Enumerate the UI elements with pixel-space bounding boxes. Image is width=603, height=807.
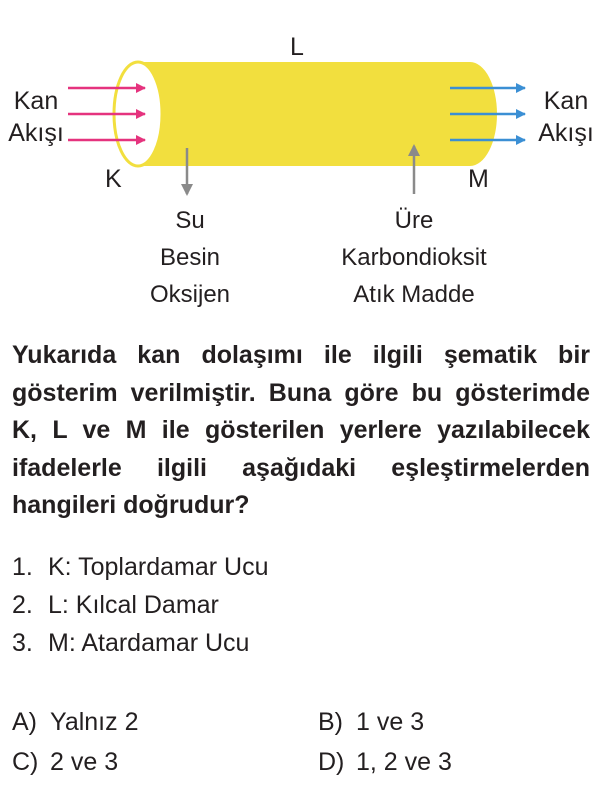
statement-number: 3.: [12, 629, 33, 657]
incoming-substances: [334, 202, 494, 313]
choice-letter: C): [12, 748, 39, 776]
choice-text: 1 ve 3: [356, 708, 425, 736]
choice-letter: B): [318, 708, 343, 736]
choice-d[interactable]: [318, 750, 452, 775]
choice-letter: D): [318, 748, 345, 776]
incoming-item: Üre: [394, 207, 434, 234]
outgoing-item: Su: [175, 207, 205, 234]
statement-item: [12, 624, 268, 662]
blood-flow-out-label: [533, 85, 599, 149]
blood-flow-out-line-2: Akışı: [538, 119, 594, 147]
blood-flow-in-line-2: Akışı: [8, 119, 64, 147]
outgoing-item: Besin: [159, 244, 221, 271]
blood-flow-in-label: [6, 85, 66, 149]
incoming-item: Karbondioksit: [341, 244, 487, 271]
choice-text: 2 ve 3: [50, 748, 119, 776]
statement-item: [12, 548, 268, 586]
outgoing-item: Oksijen: [149, 281, 231, 308]
question-text: Yukarıda kan dolaşımı ile ilgili şematik bir gösterim verilmiştir. Buna göre bu gösterimde K, L ve M ile gösterilen yerlere yazılabilecek ifadelerle ilgili aşağıdaki eşleştirmelerden hangileri doğrudur?: [12, 341, 590, 519]
blood-flow-out-line-1: Kan: [543, 87, 589, 115]
statement-number: 2.: [12, 591, 33, 619]
outgoing-substances: [135, 202, 245, 313]
choice-c[interactable]: [12, 750, 118, 775]
choice-text: Yalnız 2: [50, 708, 139, 736]
choice-a[interactable]: [12, 710, 138, 735]
statement-number: 1.: [12, 553, 33, 581]
label-m: M: [468, 165, 489, 193]
label-l: L: [290, 33, 304, 61]
statement-text: M: Atardamar Ucu: [48, 629, 250, 657]
label-k: K: [105, 165, 122, 193]
statement-text: L: Kılcal Damar: [48, 591, 219, 619]
vessel-body: [138, 62, 497, 166]
choice-b[interactable]: [318, 710, 424, 735]
incoming-item: Atık Madde: [353, 281, 475, 308]
statement-list: [12, 548, 268, 662]
choice-text: 1, 2 ve 3: [356, 748, 452, 776]
statement-item: [12, 586, 268, 624]
blood-flow-in-line-1: Kan: [13, 87, 59, 115]
choice-letter: A): [12, 708, 37, 736]
statement-text: K: Toplardamar Ucu: [48, 553, 269, 581]
